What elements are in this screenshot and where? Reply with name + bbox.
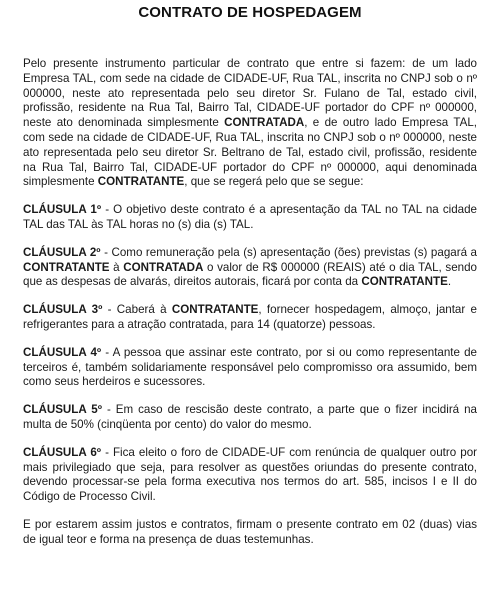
clause-1-label: CLÁUSULA 1º [23, 203, 102, 217]
clause-3-text-1: - Caberá à [102, 303, 172, 317]
clause-2-contratante: CONTRATANTE [23, 260, 110, 274]
clause-2-text-4: . [447, 275, 452, 289]
document-title: CONTRATO DE HOSPEDAGEM [138, 4, 362, 21]
clause-2-contratada: CONTRATADA [123, 260, 204, 274]
clause-4-text: - A pessoa que assinar este contrato, por si ou como representante de terceiros é, também solidariamente responsável pelo compromisso ora assumido, bem como seus herdeiros e sucessores. [23, 345, 477, 389]
clause-2-label: CLÁUSULA 2º [23, 245, 101, 259]
clause-2 [23, 246, 477, 290]
clause-5-text: - Em caso de rescisão deste contrato, a parte que o fizer incidirá na multa de 50% (cinqüenta por cento) do valor do mesmo. [23, 403, 477, 431]
clause-1-text: - O objetivo deste contrato é a apresentação da TAL no TAL na cidade TAL das TAL às TAL horas no (s) dia (s) TAL. [23, 203, 478, 231]
intro-text-2: , e de outro lado Empresa TAL, com sede na cidade de CIDADE-UF, Rua TAL, inscrita no CNPJ sob o nº 000000, neste ato representada pelo seu diretor Sr. Beltrano de Tal, estado civil, profissão, residente na Rua Tal, Bairro Tal, CIDADE-UF portador do CPF nº 000000, aqui denominada simplesmente [23, 116, 477, 189]
clause-5-label: CLÁUSULA 5º [23, 403, 102, 417]
clause-2-text-2: à [109, 260, 124, 274]
clause-3 [23, 303, 477, 333]
clause-3-contratante: CONTRATANTE [171, 303, 259, 317]
document-body [23, 57, 477, 561]
clause-2-text-3: o valor de R$ 000000 (REAIS) até o dia TAL, sendo que as despesas de alvarás, direitos autorais, ficará por conta da [23, 260, 478, 289]
intro-text-3: , que se regerá pelo que se segue: [184, 175, 364, 189]
clause-3-text-2: , fornecer hospedagem, almoço, jantar e refrigerantes para a atração contratada, para 14 (quatorze) pessoas. [23, 303, 477, 331]
intro-text-1: Pelo presente instrumento particular de contrato que entre si fazem: de um lado Empresa TAL, com sede na cidade de CIDADE-UF, Rua TAL, inscrita no CNPJ sob o nº 000000, neste ato representada pelo seu diretor Sr. Fulano de Tal, estado civil, profissão, residente na Rua Tal, Bairro Tal, CIDADE-UF portador do CPF nº 000000, neste ato denominada simplesmente [23, 57, 477, 130]
intro-contratante: CONTRATANTE [97, 175, 185, 189]
intro-contratada: CONTRATADA [224, 116, 305, 130]
clause-6-text: - Fica eleito o foro de CIDADE-UF com renúncia de qualquer outro por mais privilegiado que seja, para resolver as questões oriundas do presente contrato, devendo processar-se pela forma executiva nos termos do art. 585, incisos I e II do Código de Processo Civil. [23, 445, 477, 504]
clause-1 [23, 203, 477, 233]
intro-paragraph [23, 57, 477, 190]
clause-2-text-1: - Como remuneração pela (s) apresentação (ões) previstas (s) pagará a [100, 245, 477, 259]
clause-3-label: CLÁUSULA 3º [23, 303, 103, 317]
clause-4-label: CLÁUSULA 4º [23, 345, 102, 359]
clause-4 [23, 346, 477, 390]
clause-2-contratante-2: CONTRATANTE [361, 275, 448, 289]
clause-6 [23, 446, 477, 505]
closing-paragraph: E por estarem assim justos e contratos, firmam o presente contrato em 02 (duas) vias de igual teor e forma na presença de duas testemunhas. [23, 517, 477, 546]
clause-5 [23, 403, 477, 433]
clause-6-label: CLÁUSULA 6º [23, 445, 102, 459]
